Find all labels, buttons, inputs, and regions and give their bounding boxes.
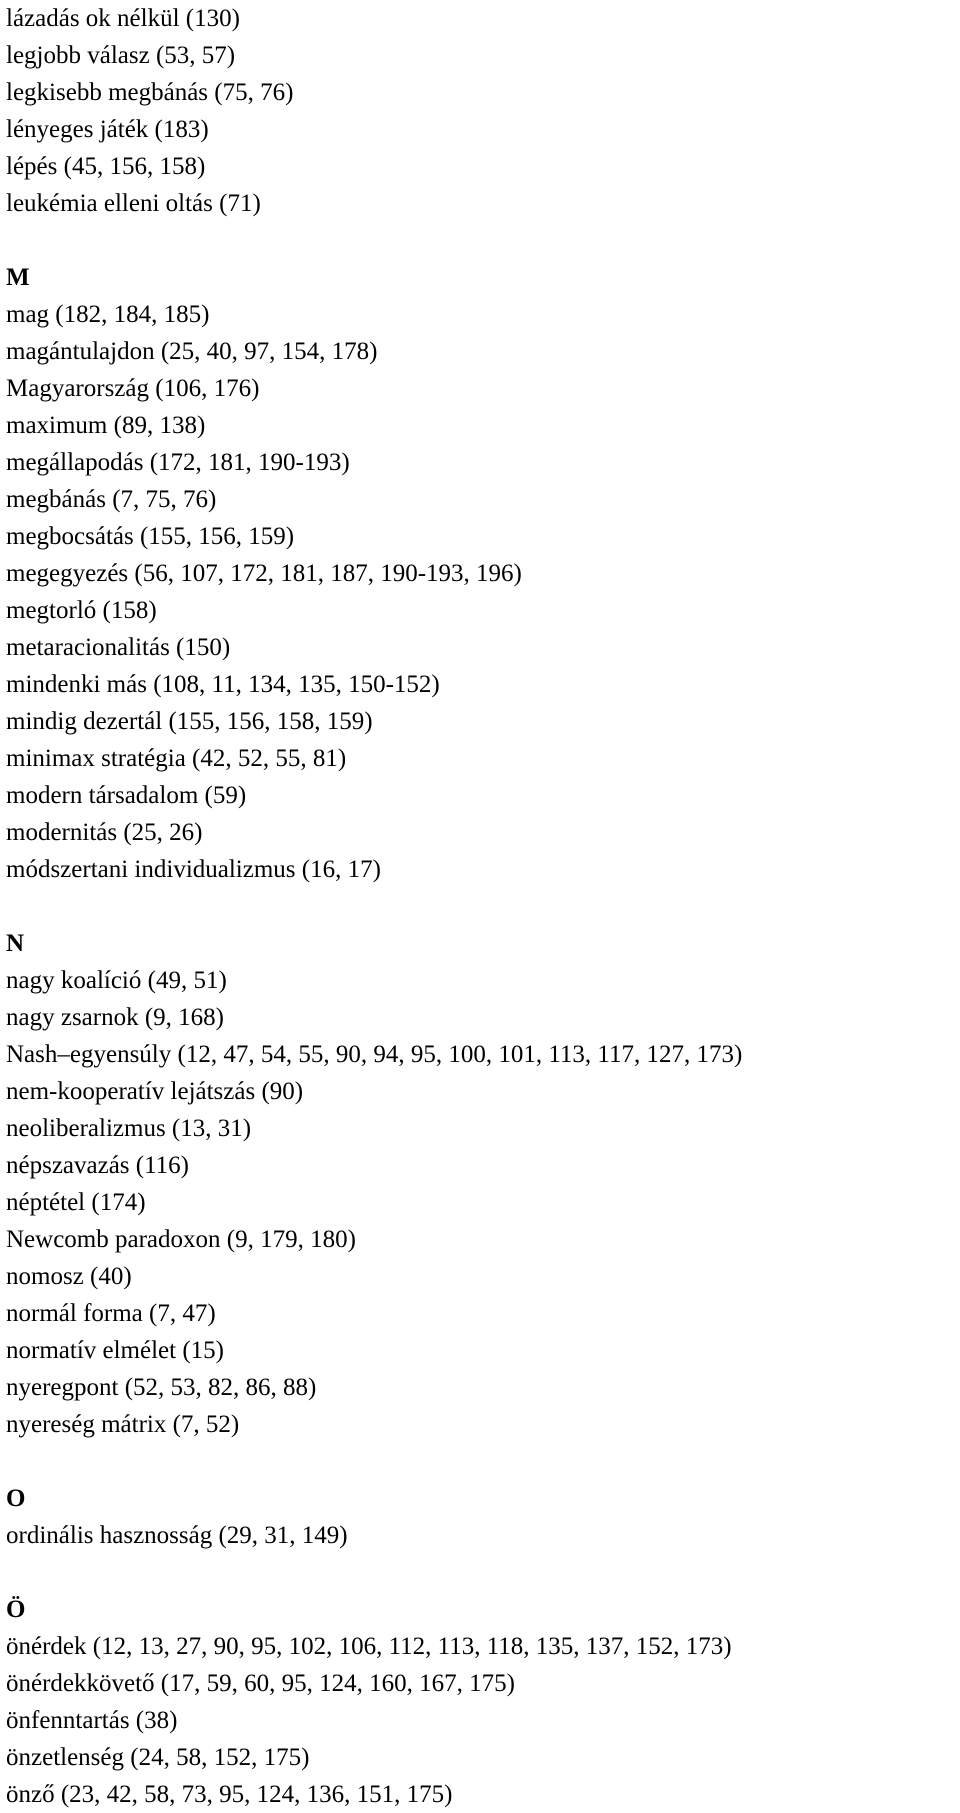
index-entry: nyereség mátrix (7, 52) [6,1411,240,1438]
index-entry: nagy koalíció (49, 51) [6,967,227,994]
section-letter-heading: Ö [6,1596,26,1623]
index-entry: lázadás ok nélkül (130) [6,5,240,32]
index-entry: lényeges játék (183) [6,116,209,143]
index-entry-list [6,962,956,1443]
index-entry: maximum (89, 138) [6,412,206,439]
index-entry: magántulajdon (25, 40, 97, 154, 178) [6,338,378,365]
index-entry: nyeregpont (52, 53, 82, 86, 88) [6,1374,317,1401]
index-entry: néptétel (174) [6,1189,146,1216]
index-entry: neoliberalizmus (13, 31) [6,1115,252,1142]
index-entry: modern társadalom (59) [6,782,247,809]
index-entry: normatív elmélet (15) [6,1337,224,1364]
index-entry: ordinális hasznosság (29, 31, 149) [6,1522,348,1549]
index-entry: önérdekkövető (17, 59, 60, 95, 124, 160, 167, 175) [6,1670,515,1697]
index-page [6,0,956,1813]
index-entry: megállapodás (172, 181, 190-193) [6,449,350,476]
index-entry: megtorló (158) [6,597,157,624]
index-entry: módszertani individualizmus (16, 17) [6,856,381,883]
index-entry: önfenntartás (38) [6,1707,178,1734]
index-section [6,259,956,888]
index-entry: leukémia elleni oltás (71) [6,190,261,217]
index-entry: nomosz (40) [6,1263,132,1290]
index-entry: Magyarország (106, 176) [6,375,260,402]
index-section [6,925,956,1443]
section-letter-heading: M [6,264,30,291]
index-entry-list [6,1517,956,1554]
index-entry: önzetlenség (24, 58, 152, 175) [6,1744,310,1771]
index-entry: mindig dezertál (155, 156, 158, 159) [6,708,373,735]
index-entry: önző (23, 42, 58, 73, 95, 124, 136, 151, 175) [6,1781,453,1808]
index-entry: népszavazás (116) [6,1152,190,1179]
index-section [6,1480,956,1554]
index-entry: legjobb válasz (53, 57) [6,42,236,69]
index-entry: megbánás (7, 75, 76) [6,486,217,513]
section-letter-heading: N [6,930,25,957]
index-entry: normál forma (7, 47) [6,1300,216,1327]
index-section [6,0,956,222]
index-entry: nagy zsarnok (9, 168) [6,1004,224,1031]
index-entry: modernitás (25, 26) [6,819,203,846]
index-section [6,1591,956,1813]
index-entry: metaracionalitás (150) [6,634,231,661]
index-entry: Nash–egyensúly (12, 47, 54, 55, 90, 94, 95, 100, 101, 113, 117, 127, 173) [6,1041,743,1068]
index-entry: mindenki más (108, 11, 134, 135, 150-152) [6,671,440,698]
index-entry: legkisebb megbánás (75, 76) [6,79,294,106]
index-entry: nem-kooperatív lejátszás (90) [6,1078,304,1105]
index-entry-list [6,0,956,222]
index-entry: megegyezés (56, 107, 172, 181, 187, 190-193, 196) [6,560,522,587]
index-entry: mag (182, 184, 185) [6,301,210,328]
index-entry: megbocsátás (155, 156, 159) [6,523,295,550]
index-entry: önérdek (12, 13, 27, 90, 95, 102, 106, 112, 113, 118, 135, 137, 152, 173) [6,1633,732,1660]
index-entry: lépés (45, 156, 158) [6,153,206,180]
index-entry-list [6,1628,956,1813]
index-entry-list [6,296,956,888]
index-entry: minimax stratégia (42, 52, 55, 81) [6,745,347,772]
section-letter-heading: O [6,1485,26,1512]
index-entry: Newcomb paradoxon (9, 179, 180) [6,1226,356,1253]
